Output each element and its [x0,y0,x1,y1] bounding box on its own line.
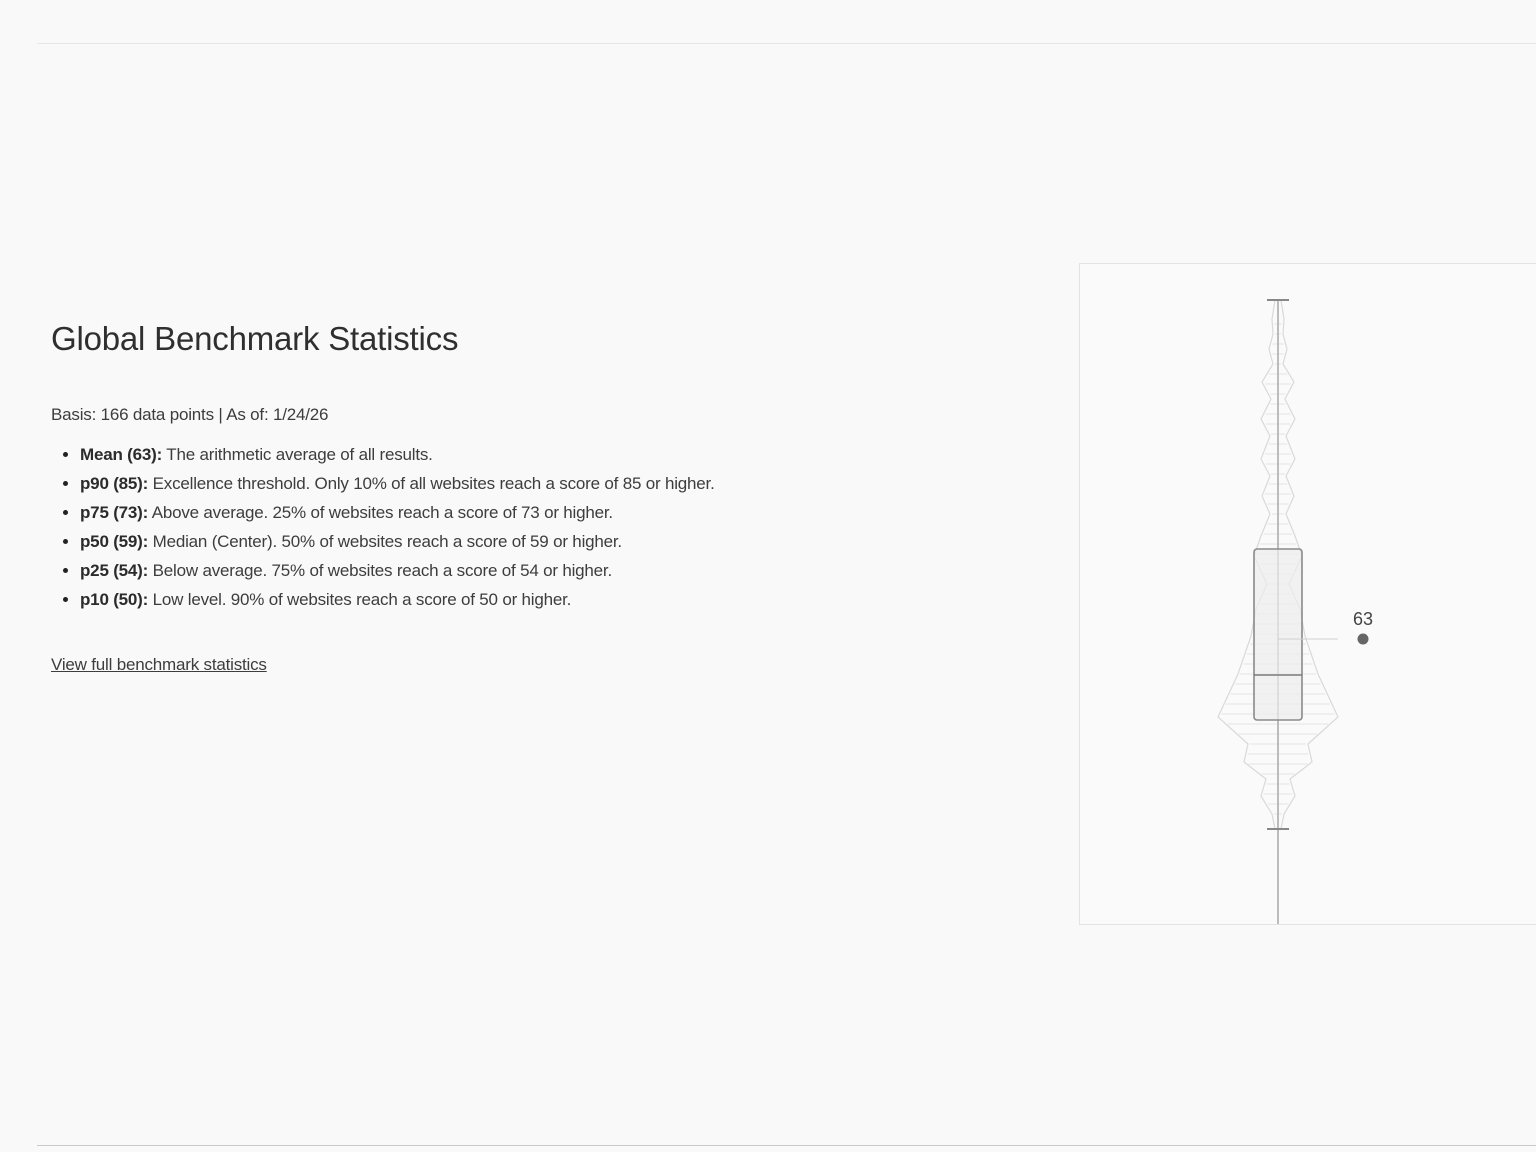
stats-list [51,443,715,617]
stat-label: p25 (54): [80,561,149,580]
stat-p10 [80,588,715,617]
stat-text: Low level. 90% of websites reach a score of 50 or higher. [148,590,572,609]
top-divider [37,43,1536,44]
view-full-statistics-link[interactable]: View full benchmark statistics [51,655,267,674]
stat-p75 [80,501,715,530]
stat-text: Excellence threshold. Only 10% of all websites reach a score of 85 or higher. [148,474,715,493]
bottom-divider [37,1145,1536,1146]
stat-label: Mean (63): [80,445,163,464]
benchmark-chart [1079,263,1536,925]
stat-p25 [80,559,715,588]
stat-label: p50 (59): [80,532,149,551]
stat-p50 [80,530,715,559]
basis-info: Basis: 166 data points | As of: 1/24/26 [51,405,329,424]
mean-label: 63 [1352,609,1374,629]
stat-mean [80,443,715,472]
benchmark-box-plot [1080,264,1536,924]
stat-text: Median (Center). 50% of websites reach a score of 59 or higher. [148,532,622,551]
mean-point [1358,634,1369,645]
stat-text: The arithmetic average of all results. [162,445,433,464]
stat-p90 [80,472,715,501]
stat-label: p75 (73): [80,503,149,522]
iqr-box [1254,549,1302,720]
page-title: Global Benchmark Statistics [51,320,459,357]
stat-text: Below average. 75% of websites reach a score of 54 or higher. [148,561,612,580]
stat-label: p10 (50): [80,590,149,609]
stat-label: p90 (85): [80,474,149,493]
stat-text: Above average. 25% of websites reach a score of 73 or higher. [148,503,613,522]
